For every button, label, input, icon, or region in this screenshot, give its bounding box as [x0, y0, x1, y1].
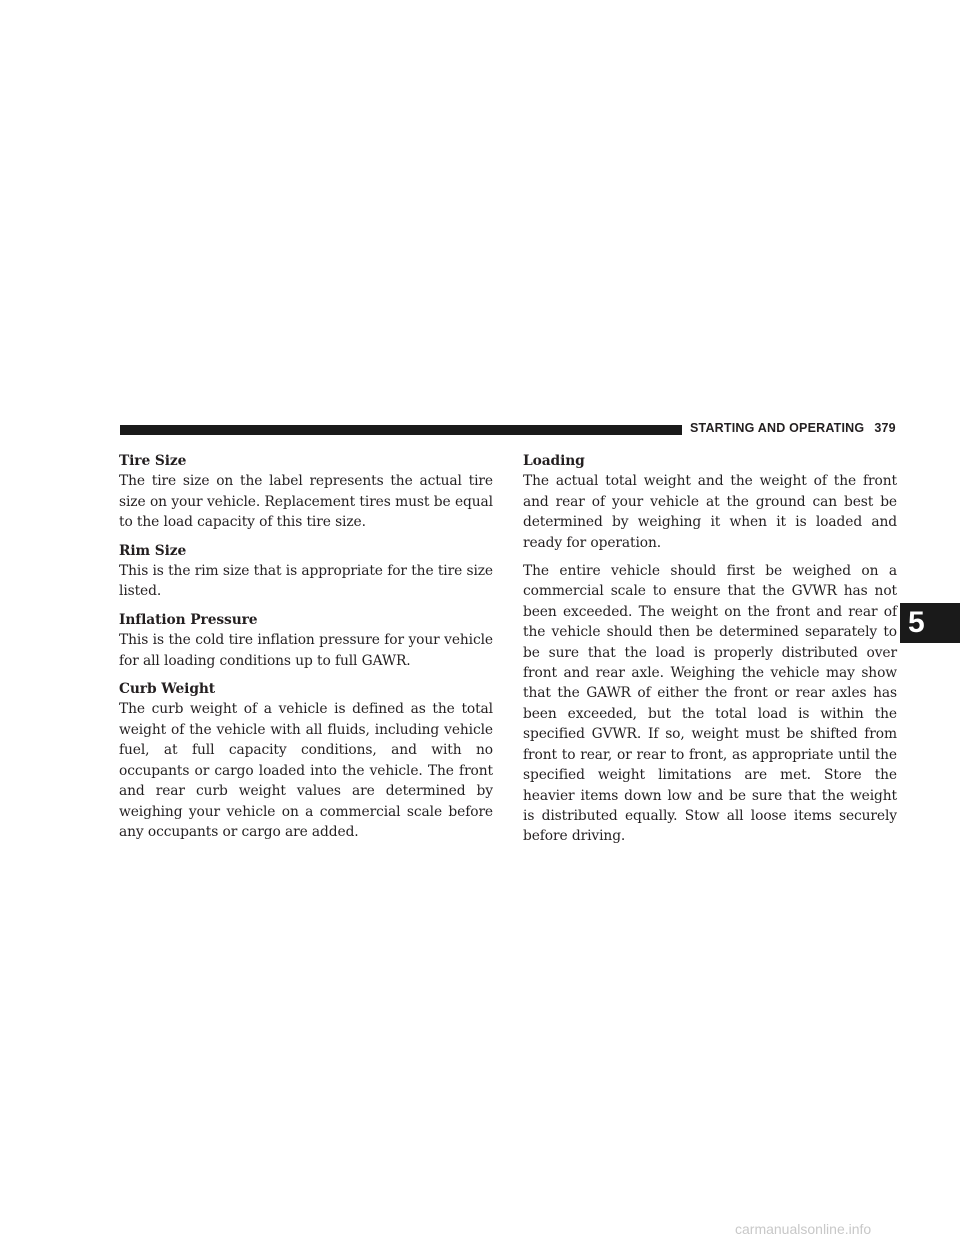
section-title: Curb Weight [119, 681, 216, 698]
section-rim-size [119, 541, 493, 602]
section-inflation-pressure [119, 610, 493, 671]
right-column [523, 451, 897, 855]
left-column [119, 451, 493, 850]
chapter-tab [900, 603, 960, 643]
section-body: This is the rim size that is appropriate for the tire size listed. [119, 563, 493, 600]
loading-paragraph-2: The entire vehicle should first be weighed on a commercial scale to ensure that the GVWR has not been exceeded. The weight on the front and rear of the vehicle should then be determined separately to be sure that the load is properly distributed over front and rear axle. Weighing the vehicle may show that the GAWR of either the front or rear axles has been exceeded, but the total load is within the specified GVWR. If so, weight must be shifted from front to rear, or rear to front, as appropriate until the specified weight limitations are met. Store the heavier items down low and be sure that the weight is distributed equally. Stow all loose items securely before driving. [523, 563, 897, 845]
section-body: This is the cold tire inflation pressure for your vehicle for all loading conditions up to full GAWR. [119, 632, 493, 669]
loading-paragraph-1: The actual total weight and the weight of the front and rear of your vehicle at the ground can best be determined by weighing it when it is loaded and ready for operation. [523, 473, 897, 551]
header-section-title: STARTING AND OPERATING [690, 421, 865, 435]
watermark: carmanualsonline.info [735, 1221, 872, 1237]
chapter-number: 5 [908, 606, 925, 639]
section-title-loading: Loading [523, 453, 585, 469]
page-number: 379 [874, 421, 896, 435]
section-title: Tire Size [119, 453, 187, 469]
running-header [690, 421, 900, 435]
header-rule [120, 425, 682, 435]
section-body: The tire size on the label represents the actual tire size on your vehicle. Replacement tires must be equal to the load capacity of this tire size. [119, 473, 493, 531]
section-tire-size [119, 451, 493, 533]
section-body: The curb weight of a vehicle is defined as the total weight of the vehicle with all fluids, including vehicle fuel, at full capacity conditions, and with no occupants or cargo loaded into the vehicle. The front and rear curb weight values are determined by weighing your vehicle on a commercial scale before any occupants or cargo are added. [119, 701, 493, 840]
section-title: Rim Size [119, 542, 187, 559]
section-title: Inflation Pressure [119, 611, 258, 628]
section-curb-weight [119, 679, 493, 842]
